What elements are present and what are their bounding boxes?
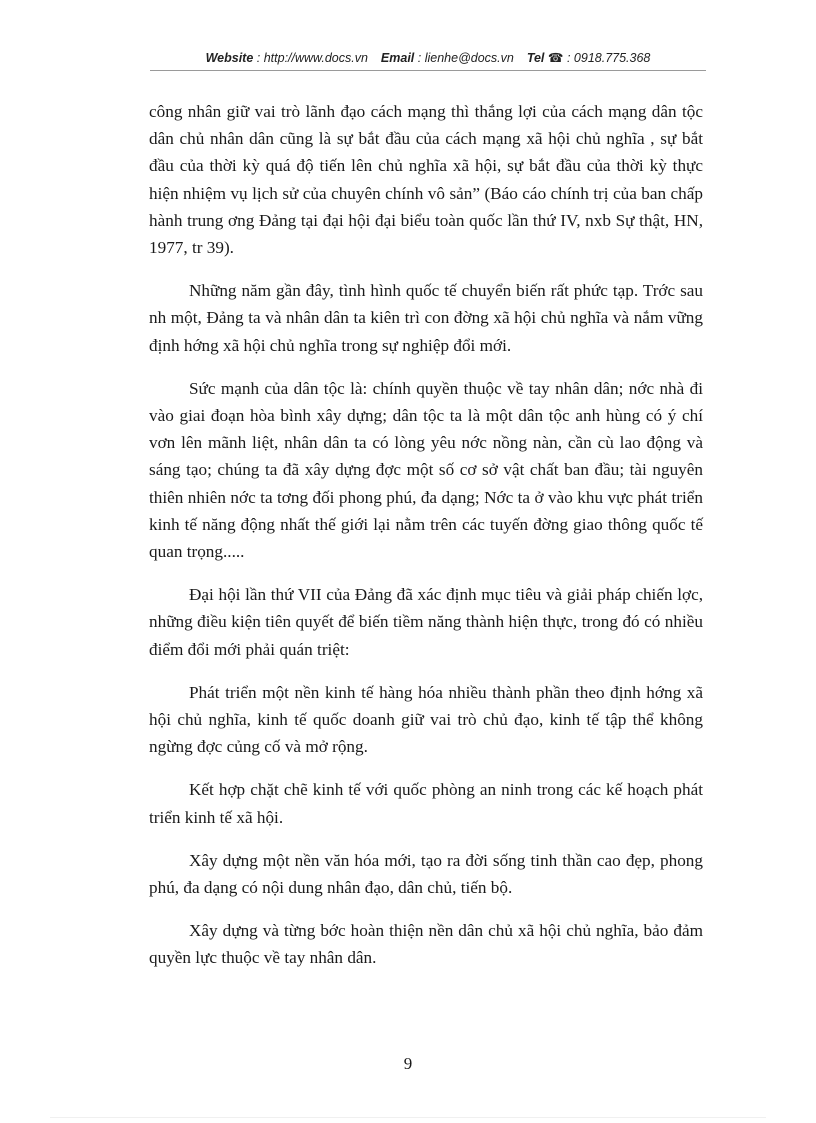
paragraph: Xây dựng một nền văn hóa mới, tạo ra đời sống tinh thần cao đẹp, phong phú, đa dạng có nội dung nhân đạo, dân chủ, tiến bộ. [149, 850, 703, 898]
paragraph: Xây dựng và từng bớc hoàn thiện nền dân chủ xã hội chủ nghĩa, bảo đảm quyền lực thuộc về tay nhân dân. [149, 921, 703, 968]
website-value: : http://www.docs.vn [256, 51, 368, 65]
paragraph: Kết hợp chặt chẽ kinh tế với quốc phòng an ninh trong các kế hoạch phát triển kinh tế xã hội. [149, 780, 703, 827]
paragraph: Đại hội lần thứ VII của Đảng đã xác định mục tiêu và giải pháp chiến lợc, những điều kiện tiên quyết để biến tiềm năng thành hiện thực, trong đó có nhiều điểm đổi mới phải quán triệt: [149, 585, 703, 659]
paragraph: Sức mạnh của dân tộc là: chính quyền thuộc về tay nhân dân; nớc nhà đi vào giai đoạn hòa bình xây dựng; dân tộc ta là một dân tộc anh hùng có ý chí vơn lên mãnh liệt, nhân dân ta có lòng yêu nớc nồng nàn, cần cù lao động và sáng tạo; chúng ta đã xây dựng đợc một số cơ sở vật chất ban đầu; tài nguyên thiên nhiên nớc ta tơng đối phong phú, đa dạng; Nớc ta ở vào khu vực phát triển kinh tế năng động nhất thế giới lại nằm trên các tuyến đờng giao thông quốc tế quan trọng..... [149, 378, 703, 562]
website-label: Website [205, 51, 254, 65]
paragraph: Những năm gần đây, tình hình quốc tế chuyển biến rất phức tạp. Trớc sau nh một, Đảng ta và nhân dân ta kiên trì con đờng xã hội chủ nghĩa và nắm vững định hớng xã hội chủ nghĩa trong sự nghiệp đổi mới. [149, 281, 703, 355]
tel-value: : 0918.775.368 [566, 51, 651, 65]
bottom-edge [50, 1117, 766, 1118]
phone-icon: ☎ [547, 51, 564, 65]
paragraph: Phát triển một nền kinh tế hàng hóa nhiều thành phần theo định hớng xã hội chủ nghĩa, kinh tế quốc doanh giữ vai trò chủ đạo, kinh tế tập thể không ngừng đợc củng cố và mở rộng. [149, 682, 703, 757]
tel-label: Tel [526, 51, 545, 65]
email-value: : lienhe@docs.vn [417, 51, 514, 65]
page-header [150, 50, 706, 65]
page-number: 9 [403, 1054, 413, 1073]
email-label: Email [380, 51, 415, 65]
paragraph-continuation: công nhân giữ vai trò lãnh đạo cách mạng thì thắng lợi của cách mạng dân tộc dân chủ nhân dân cũng là sự bắt đầu của cách mạng xã hội chủ nghĩa , sự bắt đầu của thời kỳ quá độ tiến lên chủ nghĩa xã hội, sự bắt đầu của thời kỳ thực hiện nhiệm vụ lịch sử của chuyên chính vô sản” (Báo cáo chính trị của ban chấp hành trung ơng Đảng tại đại hội đại biểu toàn quốc lần thứ IV, nxb Sự thật, HN, 1977, tr 39). [149, 102, 703, 258]
body-text [149, 98, 703, 988]
header-divider [150, 70, 706, 71]
